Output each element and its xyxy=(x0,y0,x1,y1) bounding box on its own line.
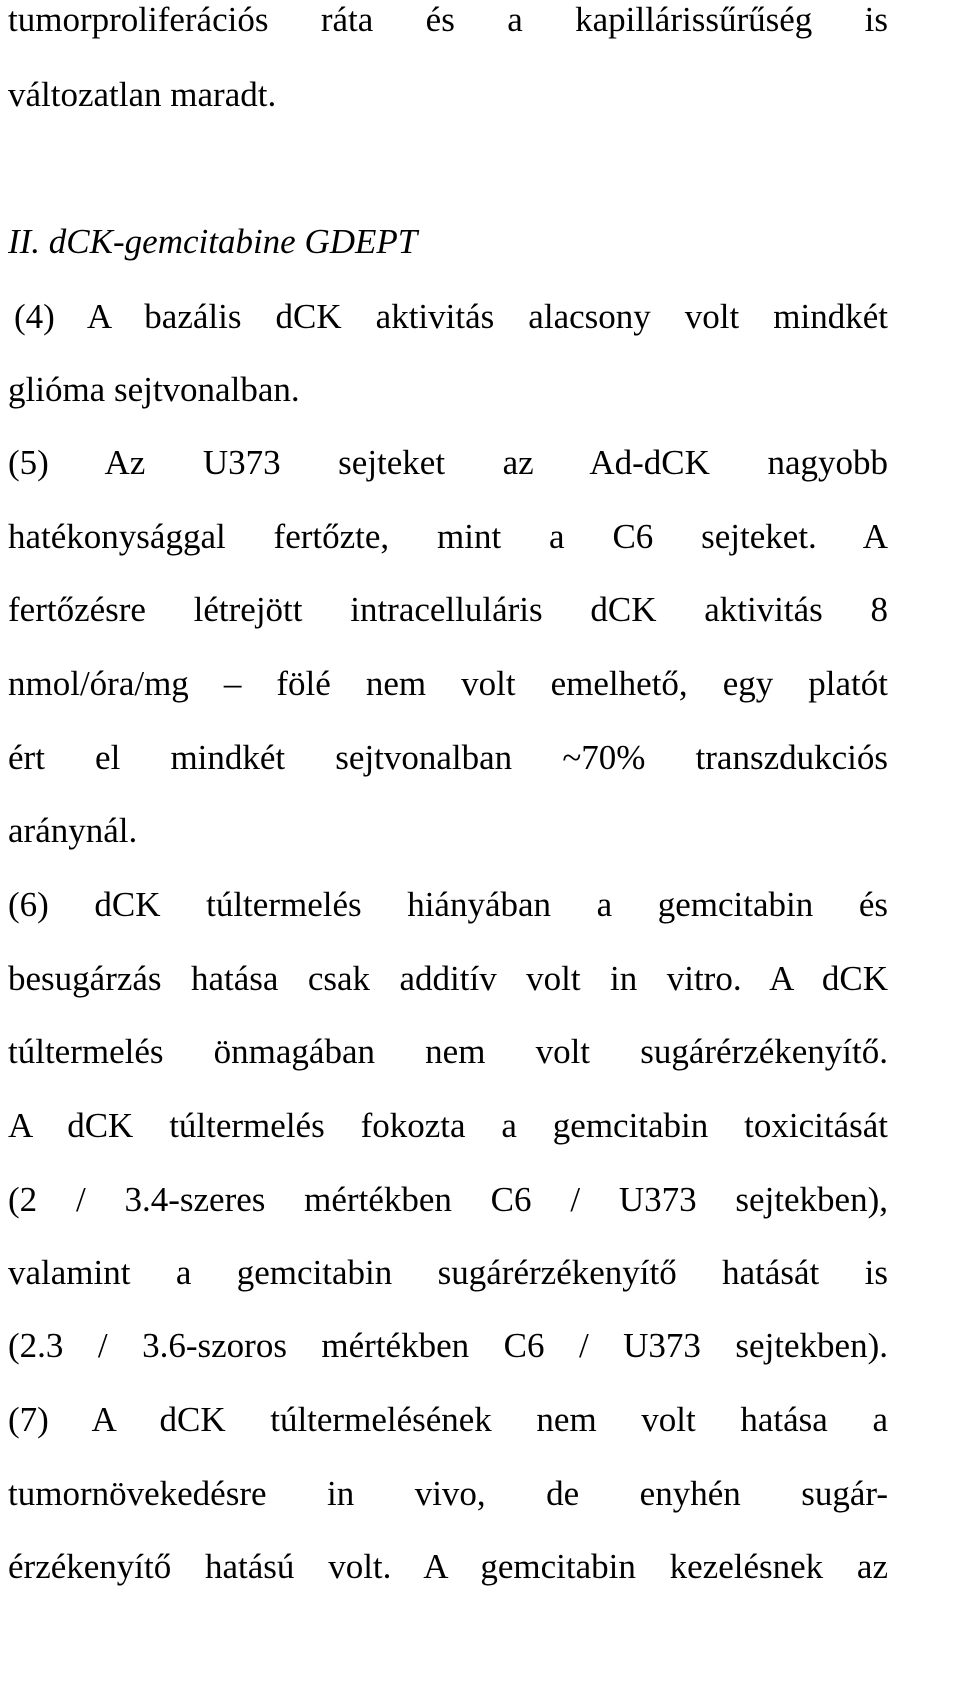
text-line: glióma sejtvonalban. xyxy=(8,370,300,409)
text-line: túltermelés önmagában nem volt sugárérzékenyítő. xyxy=(8,1032,888,1071)
text-line: tumorproliferációs ráta és a kapillárissűrűség is xyxy=(8,0,888,39)
text-line: (5) Az U373 sejteket az Ad-dCK nagyobb xyxy=(8,443,888,482)
text-line: (4) A bazális dCK aktivitás alacsony volt mindkét xyxy=(14,297,888,336)
text-line: ért el mindkét sejtvonalban ~70% transzdukciós xyxy=(8,738,888,777)
text-line: valamint a gemcitabin sugárérzékenyítő hatását is xyxy=(8,1253,888,1292)
text-line: változatlan maradt. xyxy=(8,75,277,114)
text-line: besugárzás hatása csak additív volt in vitro. A dCK xyxy=(8,959,888,998)
text-line: érzékenyítő hatású volt. A gemcitabin kezelésnek az xyxy=(8,1547,888,1586)
text-line: A dCK túltermelés fokozta a gemcitabin toxicitását xyxy=(8,1106,888,1145)
text-line: fertőzésre létrejött intracelluláris dCK aktivitás 8 xyxy=(8,590,888,629)
text-line: nmol/óra/mg – fölé nem volt emelhető, egy platót xyxy=(8,664,888,703)
text-line: aránynál. xyxy=(8,811,138,850)
text-line: (2 / 3.4-szeres mértékben C6 / U373 sejtekben), xyxy=(8,1180,888,1219)
text-line: (2.3 / 3.6-szoros mértékben C6 / U373 sejtekben). xyxy=(8,1326,888,1365)
text-line: hatékonysággal fertőzte, mint a C6 sejteket. A xyxy=(8,517,888,556)
text-line: (6) dCK túltermelés hiányában a gemcitabin és xyxy=(8,885,888,924)
text-line: tumornövekedésre in vivo, de enyhén sugár- xyxy=(8,1474,888,1513)
text-line: (7) A dCK túltermelésének nem volt hatása a xyxy=(8,1400,888,1439)
section-heading: II. dCK-gemcitabine GDEPT xyxy=(8,222,418,261)
